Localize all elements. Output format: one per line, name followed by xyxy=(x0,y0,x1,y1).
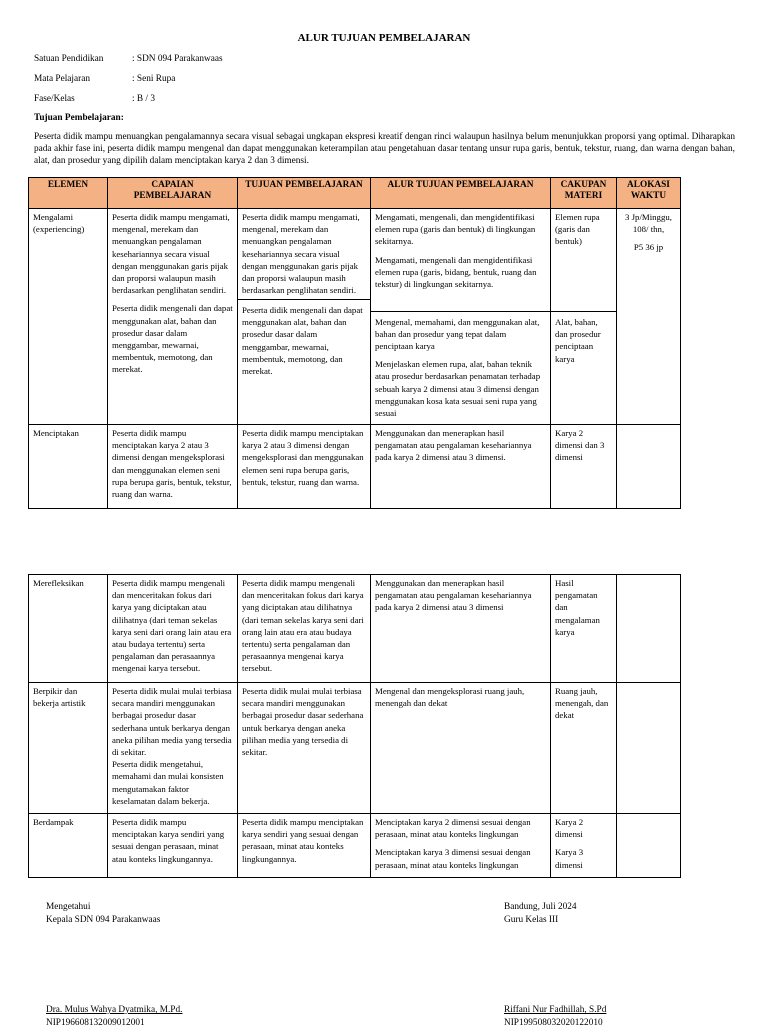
table-header-row xyxy=(29,178,681,209)
meta-value: : Seni Rupa xyxy=(132,74,176,84)
header-alur: ALUR TUJUAN PEMBELAJARAN xyxy=(371,178,551,209)
header-alokasi: ALOKASI WAKTU xyxy=(617,178,681,209)
meta-mata-pelajaran xyxy=(34,74,175,84)
meta-label: Fase/Kelas xyxy=(34,94,75,104)
section-title: Tujuan Pembelajaran: xyxy=(34,113,124,123)
cell-text: Menciptakan karya 3 dimensi sesuai dengan perasaan, minat atau konteks lingkungan xyxy=(375,847,531,870)
meta-satuan-pendidikan xyxy=(34,54,223,64)
cell-capaian xyxy=(108,209,238,425)
cell-tujuan: Peserta didik mulai mulai terbiasa secara mandiri menggunakan berbagai prosedur dasar sederhana untuk berkarya dengan aneka pilihan media yang tersedia di sekitar. xyxy=(238,683,371,814)
cell-text: 3 Jp/Minggu, 108/ thn, xyxy=(625,212,672,235)
cell-text: Peserta didik mampu mengamati, mengenal, merekam dan menuangkan pengalaman kesehariannya secara visual dengan menggunakan garis pijak dan proporsi walaupun masih berdasarkan penglihatan sendiri. xyxy=(112,212,230,296)
cell-subsection xyxy=(371,311,550,420)
cell-tujuan xyxy=(238,209,371,425)
cell-elemen: Mengalami (experiencing) xyxy=(29,209,108,425)
signature-right-line2: Guru Kelas III xyxy=(504,915,559,925)
signature-right-name-block xyxy=(504,1004,606,1030)
signature-left xyxy=(46,901,160,927)
cell-text: Menciptakan karya 2 dimensi sesuai dengan perasaan, minat atau konteks lingkungan xyxy=(375,817,531,840)
cell-text: Elemen rupa (garis dan bentuk) xyxy=(555,212,600,247)
cell-elemen: Berdampak xyxy=(29,814,108,878)
cell-alokasi xyxy=(617,814,681,878)
table-row-merefleksikan xyxy=(29,575,681,683)
cell-cakupan: Ruang jauh, menengah, dan dekat xyxy=(551,683,617,814)
table-row-berpikir xyxy=(29,683,681,814)
cell-tujuan: Peserta didik mampu menciptakan karya sendiri yang sesuai dengan perasaan, minat atau konteks lingkungannya. xyxy=(238,814,371,878)
cell-alur: Menggunakan dan menerapkan hasil pengamatan atau pengalaman kesehariannya pada karya 2 dimensi atau 3 dimensi. xyxy=(371,425,551,509)
cell-alokasi xyxy=(617,209,681,425)
cell-cakupan: Hasil pengamatan dan mengalaman karya xyxy=(551,575,617,683)
cell-text: Karya 2 dimensi xyxy=(555,817,584,840)
header-capaian: CAPAIAN PEMBELAJARAN xyxy=(108,178,238,209)
table-row-menciptakan xyxy=(29,425,681,509)
document-title: ALUR TUJUAN PEMBELAJARAN xyxy=(297,32,471,44)
cell-alokasi xyxy=(617,683,681,814)
signature-left-name: Dra. Mulus Wahya Dyatmika, M.Pd. xyxy=(46,1005,183,1015)
signature-right-line1: Bandung, Juli 2024 xyxy=(504,902,577,912)
cell-text: Mengamati, mengenali, dan mengidentifikasi elemen rupa (garis dan bentuk) di lingkungan sekitarnya. xyxy=(375,212,536,247)
cell-alur xyxy=(371,814,551,878)
cell-alur xyxy=(371,209,551,425)
cell-tujuan: Peserta didik mampu mengenali dan menceritakan fokus dari karya yang diciptakan atau dilihatnya (dari teman sekelas karya seni dari orang lain atau era atau budaya tertentu) serta pengalaman dan perasaannya mengenai karya tersebut. xyxy=(238,575,371,683)
cell-elemen: Menciptakan xyxy=(29,425,108,509)
header-elemen: ELEMEN xyxy=(29,178,108,209)
meta-label: Satuan Pendidikan xyxy=(34,54,104,64)
cell-alur: Menggunakan dan menerapkan hasil pengamatan atau pengalaman kesehariannya pada karya 2 dimensi atau 3 dimensi xyxy=(371,575,551,683)
signature-left-name-block xyxy=(46,1004,182,1030)
learning-goal-paragraph: Peserta didik mampu menuangkan pengalamannya secara visual sebagai ungkapan ekspresi kreatif dengan rinci walaupun hasilnya belum menunjukkan proporsi yang optimal. Diharapkan pada akhir fase ini, peserta didik mampu mengenal dan dapat menggunakan keterampilan atau pengetahuan dasar tentang unsur rupa garis, bentuk, tekstur, ruang, dan warna dengan bahan, alat, dan prosedur yang dipilih dalam menciptakan karya 2 dan 3 dimensi. xyxy=(34,132,735,166)
cell-cakupan xyxy=(551,814,617,878)
cell-alokasi xyxy=(617,575,681,683)
cell-text: P5 36 jp xyxy=(633,242,664,253)
cell-text: Peserta didik mengenali dan dapat menggunakan alat, bahan dan prosedur dasar dalam menggambar, mewarnai, membentuk, memotong, dan merekat. xyxy=(112,303,233,375)
header-cakupan: CAKUPAN MATERI xyxy=(551,178,617,209)
cell-cakupan: Karya 2 dimensi dan 3 dimensi xyxy=(551,425,617,509)
cell-cakupan xyxy=(551,209,617,425)
meta-label: Mata Pelajaran xyxy=(34,74,91,84)
cell-text: Peserta didik mulai mulai terbiasa secara mandiri menggunakan berbagai prosedur dasar sederhana untuk berkarya dengan aneka pilihan media yang tersedia di sekitar. xyxy=(112,686,232,758)
signature-left-line2: Kepala SDN 094 Parakanwaas xyxy=(46,915,161,925)
cell-tujuan: Peserta didik mampu menciptakan karya 2 atau 3 dimensi dengan mengeksplorasi dan menggunakan elemen seni rupa berupa garis, bentuk, tekstur, ruang dan warna. xyxy=(238,425,371,509)
cell-capaian: Peserta didik mampu menciptakan karya sendiri yang sesuai dengan perasaan, minat atau konteks lingkungannya. xyxy=(108,814,238,878)
cell-text: Mengamati, mengenali dan mengidentifikasi elemen rupa (garis, bidang, bentuk, ruang dan tekstur) di lingkungan sekitarnya. xyxy=(375,254,537,290)
signature-left-nip: NIP196608132009012001 xyxy=(46,1018,145,1028)
cell-text: Menjelaskan elemen rupa, alat, bahan teknik atau prosedur berdasarkan penamatan terhadap sebuah karya 2 dimensi atau 3 dimensi dengan menggunakan kosa kata sesuai seni rupa yang sesuai xyxy=(375,359,541,419)
meta-value: : B / 3 xyxy=(132,94,155,104)
cell-elemen: Merefleksikan xyxy=(29,575,108,683)
cell-elemen: Berpikir dan bekerja artistik xyxy=(29,683,108,814)
signature-right xyxy=(504,901,577,927)
cell-text: Mengenal, memahami, dan menggunakan alat, bahan dan prosedur yang tepat dalam penciptaan karya xyxy=(375,316,540,352)
meta-fase-kelas xyxy=(34,94,155,104)
table-row-berdampak xyxy=(29,814,681,878)
header-tujuan: TUJUAN PEMBELAJARAN xyxy=(238,178,371,209)
cell-text: Peserta didik mengenali dan dapat menggunakan alat, bahan dan prosedur dasar dalam menggambar, mewarnai, membentuk, memotong, dan merekat. xyxy=(238,299,370,377)
cell-capaian xyxy=(108,683,238,814)
cell-alokasi xyxy=(617,425,681,509)
atp-table-part2 xyxy=(28,574,681,878)
cell-text: Peserta didik mampu mengamati, mengenal, merekam dan menuangkan pengalaman kesehariannya secara visual dengan menggunakan garis pijak dan proporsi walaupun masih berdasarkan penglihatan sendiri. xyxy=(242,212,360,296)
cell-text: Alat, bahan, dan prosedur penciptaan karya xyxy=(551,311,616,365)
table-row-mengalami xyxy=(29,209,681,425)
cell-capaian: Peserta didik mampu mengenali dan menceritakan fokus dari karya yang diciptakan atau dilihatnya (dari teman sekelas karya seni dari orang lain atau era atau budaya tertentu) serta pengalaman dan perasaannya mengenai karya tersebut. xyxy=(108,575,238,683)
signature-right-name: Riffani Nur Fadhillah, S.Pd xyxy=(504,1005,607,1015)
cell-alur: Mengenal dan mengeksplorasi ruang jauh, menengah dan dekat xyxy=(371,683,551,814)
signature-right-nip: NIP199508032020122010 xyxy=(504,1018,603,1028)
atp-table-part1 xyxy=(28,177,681,509)
cell-capaian: Peserta didik mampu menciptakan karya 2 atau 3 dimensi dengan mengeksplorasi dan menggunakan elemen seni rupa berupa garis, bentuk, tekstur, ruang dan warna. xyxy=(108,425,238,509)
cell-text: Peserta didik mengetahui, memahami dan mulai konsisten mengutamakan faktor keselamatan dalam bekerja. xyxy=(112,759,224,806)
meta-value: : SDN 094 Parakanwaas xyxy=(132,54,223,64)
signature-left-line1: Mengetahui xyxy=(46,902,91,912)
cell-text: Karya 3 dimensi xyxy=(555,847,584,870)
